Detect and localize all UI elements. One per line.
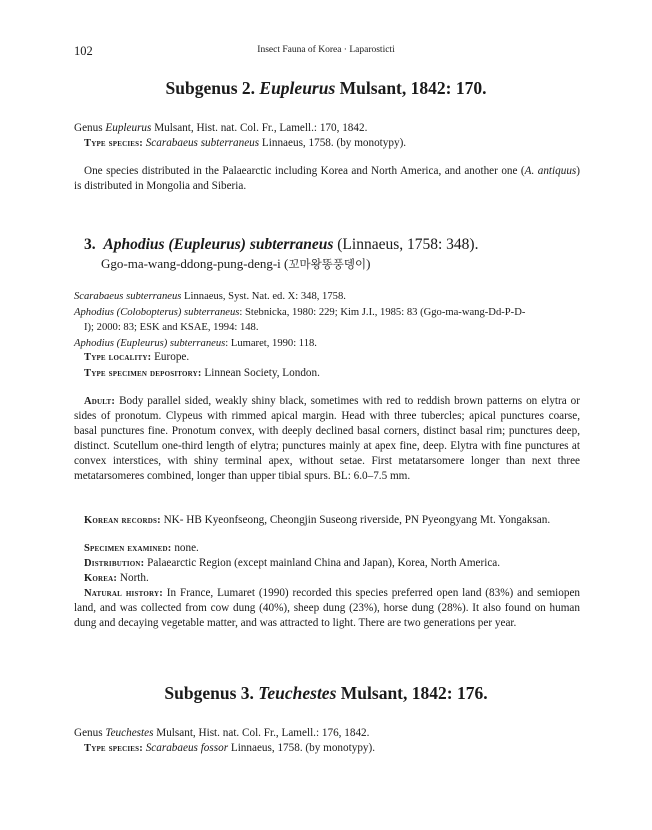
synonym-entry: Aphodius (Eupleurus) subterraneus: Lumaret, 1990: 118. xyxy=(74,337,317,349)
species-korean-name: Ggo-ma-wang-ddong-pung-deng-i (꼬마왕똥풍뎅이) xyxy=(101,256,371,271)
korean-records: Korean records: NK- HB Kyeonfseong, Cheongjin Suseong riverside, PN Pyeongyang Mt. Yongaksan. xyxy=(84,514,551,526)
subgenus-2-type-species: Type species: Scarabaeus subterraneus Linnaeus, 1758. (by monotypy). xyxy=(84,137,407,149)
running-head: Insect Fauna of Korea · Laparosticti xyxy=(257,45,395,55)
page-number: 102 xyxy=(74,44,93,58)
natural-history: Natural history: In France, Lumaret (1990) recorded this species preferred open land (83%) and semiopen land, and was collected from cow dung (40%), sheep dung (23%), horse dung (28%). It also found on human dung and decaying vegetable matter, and was attracted to light. There are two generations per year. xyxy=(74,587,581,629)
subgenus-2-name: Eupleurus xyxy=(259,78,336,98)
korea-distribution: Korea: North. xyxy=(84,572,149,584)
subgenus-2-distribution: One species distributed in the Palaearctic including Korea and North America, and another one (A. antiquus) is distributed in Mongolia and Siberia. xyxy=(74,165,581,192)
synonym-entry-continuation: I); 2000: 83; ESK and KSAE, 1994: 148. xyxy=(84,322,259,333)
subgenus-2-genus-line: Genus Eupleurus Mulsant, Hist. nat. Col. Fr., Lamell.: 170, 1842. xyxy=(74,122,368,134)
species-heading: 3. Aphodius (Eupleurus) subterraneus (Linnaeus, 1758: 348). xyxy=(84,236,479,253)
subgenus-2-heading: Subgenus 2. Eupleurus Mulsant, 1842: 170. xyxy=(165,78,487,98)
subgenus-3-heading: Subgenus 3. Teuchestes Mulsant, 1842: 176. xyxy=(164,683,488,703)
synonym-entry: Aphodius (Colobopterus) subterraneus: Stebnicka, 1980: 229; Kim J.I., 1985: 83 (Ggo-ma-wang-Dd-P-D- xyxy=(74,306,526,318)
type-depository: Type specimen depository: Linnean Society, London. xyxy=(84,367,320,379)
subgenus-3-type-species: Type species: Scarabaeus fossor Linnaeus, 1758. (by monotypy). xyxy=(84,742,376,754)
synonym-entry: Scarabaeus subterraneus Linnaeus, Syst. Nat. ed. X: 348, 1758. xyxy=(74,291,346,302)
type-locality: Type locality: Europe. xyxy=(84,351,190,363)
subgenus-3-name: Teuchestes xyxy=(258,683,337,703)
synonymy-list xyxy=(74,289,580,351)
adult-description: Adult: Body parallel sided, weakly shiny black, sometimes with red to reddish brown patterns on elytra or sides of pronotum. Clypeus with rimmed apical margin. Head with three tubercles; apical punctures coarse, basal punctures fine. Pronotum convex, with deeply declined basal corners, distinct basal rim; punctures deep, distinct. Scutellum one-third length of elytra; punctures mainly at apex fine, deep. Elytra with fine punctures at convex interstices, with shiny terminal apex, without setae. First metatarsomere longer than next three metatarsomeres combined, longer than upper tibial spurs. BL: 6.0–7.5 mm. xyxy=(74,395,580,482)
subgenus-3-genus-line: Genus Teuchestes Mulsant, Hist. nat. Col. Fr., Lamell.: 176, 1842. xyxy=(74,727,370,739)
distribution: Distribution: Palaearctic Region (except mainland China and Japan), Korea, North America. xyxy=(84,557,501,569)
specimen-examined: Specimen examined: none. xyxy=(84,542,199,554)
